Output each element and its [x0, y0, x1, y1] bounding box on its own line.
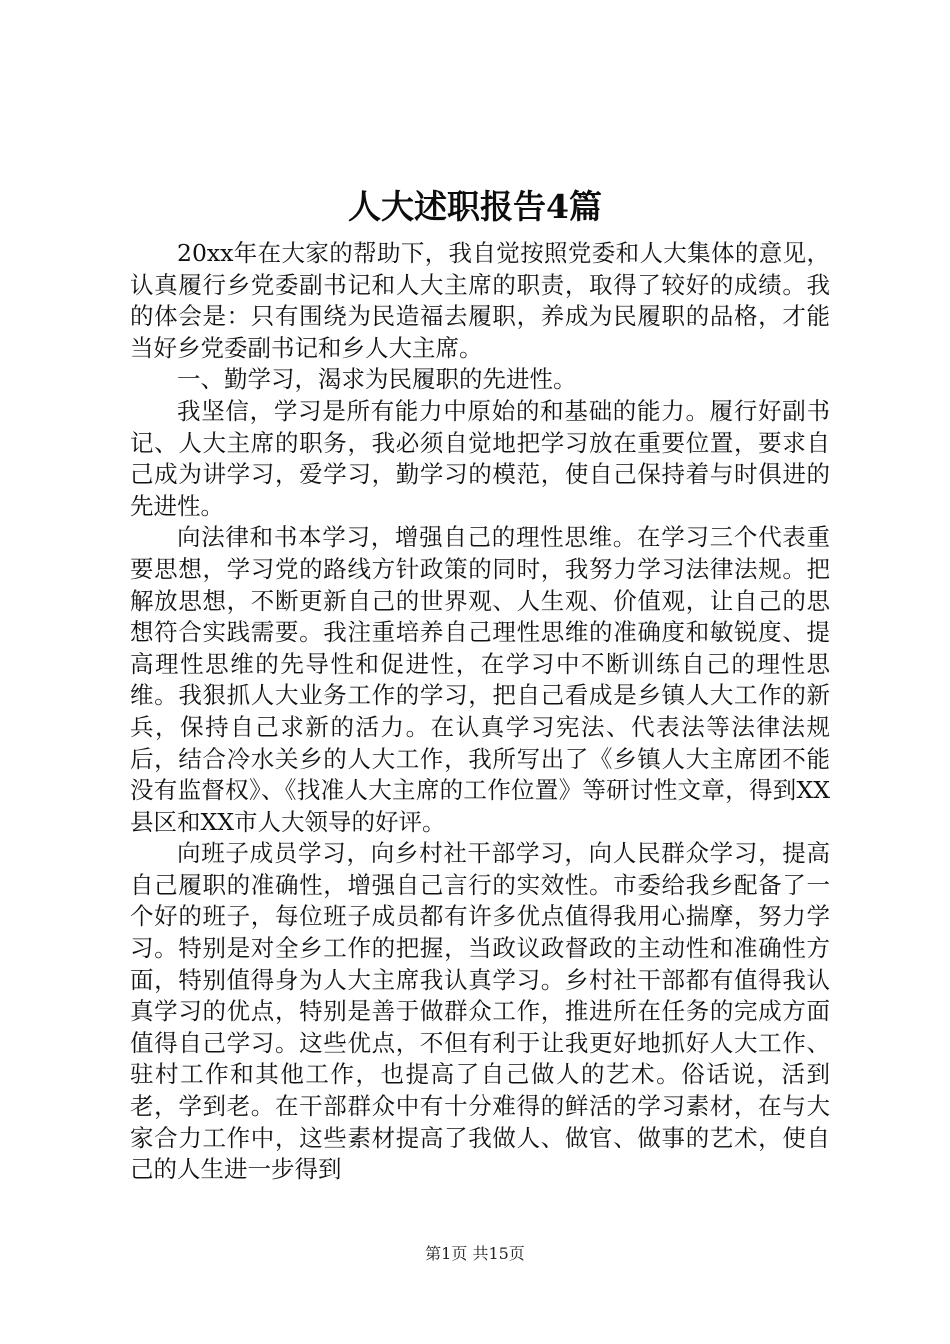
paragraph-law-study: 向法律和书本学习，增强自己的理性思维。在学习三个代表重要思想，学习党的路线方针政策的同时，我努力学习法律法规。把解放思想，不断更新自己的世界观、人生观、价值观，让自己的思想符合实践需要。我注重培养自己理性思维的准确度和敏锐度、提高理性思维的先导性和促进性，在学习中不断训练自己的理性思维。我狠抓人大业务工作的学习，把自己看成是乡镇人大工作的新兵，保持自己求新的活力。在认真学习宪法、代表法等法律法规后，结合冷水关乡的人大工作，我所写出了《乡镇人大主席团不能没有监督权》、《找准人大主席的工作位置》等研讨性文章，得到XX县区和XX市人大领导的好评。 [130, 523, 830, 836]
paragraph-belief: 我坚信，学习是所有能力中原始的和基础的能力。履行好副书记、人大主席的职务，我必须自觉地把学习放在重要位置，要求自己成为讲学习，爱学习，勤学习的模范，使自己保持着与时俱进的先进性。 [130, 396, 830, 520]
paragraph-intro: 20xx年在大家的帮助下，我自觉按照党委和人大集体的意见，认真履行乡党委副书记和人大主席的职责，取得了较好的成绩。我的体会是：只有围绕为民造福去履职，养成为民履职的品格，才能当好乡党委副书记和乡人大主席。 [130, 239, 830, 362]
section-heading: 一、勤学习，渴求为民履职的先进性。 [177, 365, 577, 394]
document-title: 人大述职报告4篇 [348, 187, 602, 226]
page-footer: 第1页 共15页 [425, 1244, 525, 1263]
document-body [130, 238, 830, 1186]
paragraph-team-study: 向班子成员学习，向乡村社干部学习，向人民群众学习，提高自己履职的准确性，增强自己言行的实效性。市委给我乡配备了一个好的班子，每位班子成员都有许多优点值得我用心揣摩，努力学习。特别是对全乡工作的把握，当政议政督政的主动性和准确性方面，特别值得身为人大主席我认真学习。乡村社干部都有值得我认真学习的优点，特别是善于做群众工作，推进所在任务的完成方面值得自己学习。这些优点，不但有利于让我更好地抓好人大工作、驻村工作和其他工作，也提高了自己做人的艺术。俗话说，活到老，学到老。在干部群众中有十分难得的鲜活的学习素材，在与大家合力工作中，这些素材提高了我做人、做官、做事的艺术，使自己的人生进一步得到 [130, 839, 830, 1184]
